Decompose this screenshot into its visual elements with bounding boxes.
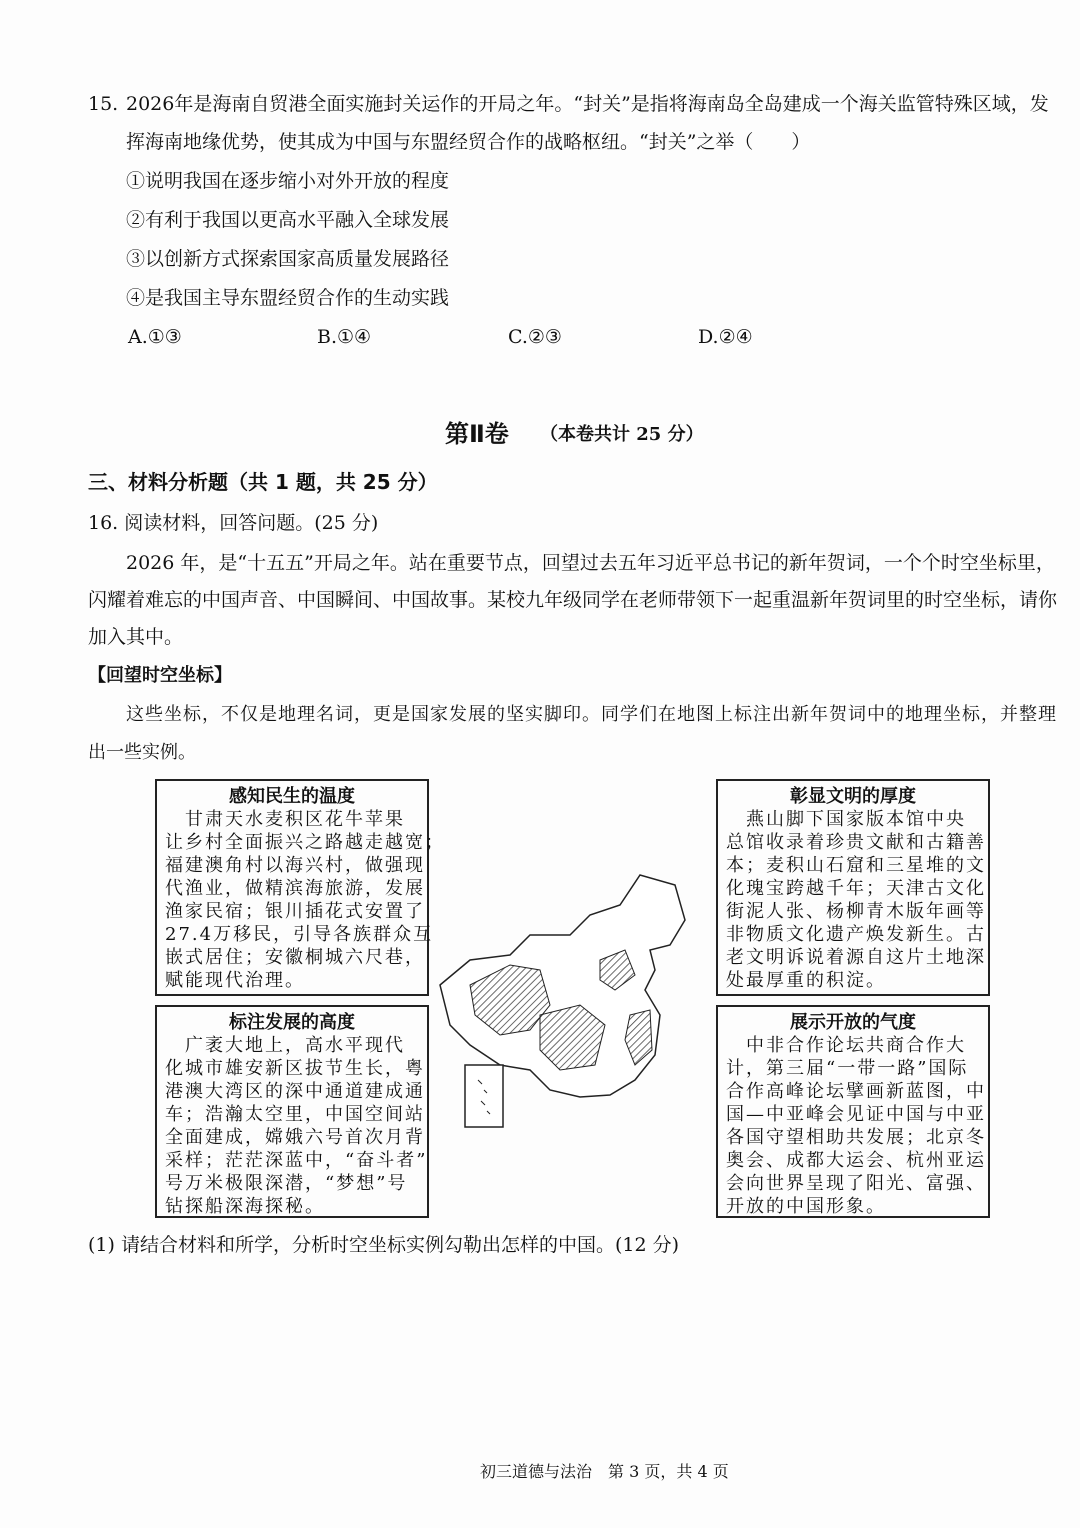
box-line: 国—中亚峰会见证中国与中亚 (726, 1104, 986, 1125)
q15-statement-4: ④是我国主导东盟经贸合作的生动实践 (126, 287, 450, 309)
box-line: 车；浩瀚太空里，中国空间站 (165, 1104, 425, 1125)
box-development (155, 1005, 429, 1218)
q15-number: 15. (88, 93, 119, 115)
box-openness (716, 1005, 990, 1218)
q16-subheading: 【回望时空坐标】 (88, 665, 232, 686)
south-china-sea-inset (465, 1065, 503, 1127)
box-line: 全面建成，嫦娥六号首次月背 (165, 1127, 425, 1148)
box-line: 代渔业，做精滨海旅游，发展 (165, 878, 425, 899)
part2-subtitle: （本卷共计 25 分） (540, 424, 704, 445)
q15-statement-1: ①说明我国在逐步缩小对外开放的程度 (126, 170, 450, 192)
box-title: 标注发展的高度 (229, 1012, 355, 1033)
q15-option-c: C.②③ (508, 326, 562, 348)
box-line: 港澳大湾区的深中通道建成通 (165, 1081, 425, 1102)
box-line: 赋能现代治理。 (165, 970, 305, 991)
part2-title: 第Ⅱ卷 (445, 420, 509, 448)
q15-statement-2: ②有利于我国以更高水平融入全球发展 (126, 209, 450, 231)
china-map-image (430, 865, 720, 1140)
box-line: 街泥人张、杨柳青木版年画等 (726, 901, 986, 922)
box-line: 嵌式居住；安徽桐城六尺巷， (165, 947, 425, 968)
section-3-heading: 三、材料分析题（共 1 题，共 25 分） (88, 470, 438, 494)
q16-material-line2: 出一些实例。 (88, 742, 196, 763)
box-line: 让乡村全面振兴之路越走越宽； (165, 832, 445, 853)
box-line: 开放的中国形象。 (726, 1196, 886, 1217)
box-line: 钻探船深海探秘。 (165, 1196, 325, 1217)
box-line: 处最厚重的积淀。 (726, 970, 886, 991)
box-line: 本；麦积山石窟和三星堆的文 (726, 855, 986, 876)
q15-stem-line2: 挥海南地缘优势，使其成为中国与东盟经贸合作的战略枢纽。“封关”之举（ ） (126, 131, 811, 153)
box-line: 采样；茫茫深蓝中，“奋斗者” (165, 1150, 428, 1171)
box-line: 广袤大地上，高水平现代 (165, 1035, 405, 1056)
box-line: 化城市雄安新区拔节生长，粤 (165, 1058, 425, 1079)
q15-statement-3: ③以创新方式探索国家高质量发展路径 (126, 248, 450, 270)
box-line: 老文明诉说着源自这片土地深 (726, 947, 986, 968)
box-line: 渔家民宿；银川插花式安置了 (165, 901, 425, 922)
box-line: 燕山脚下国家版本馆中央 (726, 809, 966, 830)
q15-option-b: B.①④ (317, 326, 372, 348)
q16-intro-line2: 闪耀着难忘的中国声音、中国瞬间、中国故事。某校九年级同学在老师带领下一起重温新年贺词里的时空坐标，请你 (88, 589, 1058, 611)
box-line: 福建澳角村以海兴村，做强现 (165, 855, 425, 876)
q15-stem-line1: 2026年是海南自贸港全面实施封关运作的开局之年。“封关”是指将海南岛全岛建成一个海关监管特殊区域，发 (126, 93, 1049, 115)
box-livelihood (155, 779, 445, 996)
box-line: 化瑰宝跨越千年；天津古文化 (726, 878, 986, 899)
box-line: 合作高峰论坛擘画新蓝图，中 (726, 1081, 986, 1102)
box-line: 总馆收录着珍贵文献和古籍善 (726, 832, 986, 853)
q16-material-line1: 这些坐标，不仅是地理名词，更是国家发展的坚实脚印。同学们在地图上标注出新年贺词中的地理坐标，并整理 (126, 704, 1057, 725)
box-line: 奥会、成都大运会、杭州亚运 (726, 1150, 986, 1171)
box-line: 非物质文化遗产焕发新生。古 (726, 924, 986, 945)
box-line: 各国守望相助共发展；北京冬 (726, 1127, 986, 1148)
box-title: 感知民生的温度 (229, 786, 355, 807)
q16-sub1: (1) 请结合材料和所学，分析时空坐标实例勾勒出怎样的中国。(12 分) (88, 1234, 679, 1256)
box-line: 27.4万移民，引导各族群众互 (165, 924, 434, 945)
q16-header: 16. 阅读材料，回答问题。(25 分) (88, 512, 379, 534)
box-line: 中非合作论坛共商合作大 (726, 1035, 966, 1056)
box-title: 彰显文明的厚度 (790, 786, 916, 807)
box-line: 甘肃天水麦积区花牛苹果 (165, 809, 405, 830)
box-line: 会向世界呈现了阳光、富强、 (726, 1173, 986, 1194)
box-line: 号万米极限深潜，“梦想”号 (165, 1173, 408, 1194)
q16-intro-line1: 2026 年，是“十五五”开局之年。站在重要节点，回望过去五年习近平总书记的新年贺词，一个个时空坐标里， (126, 552, 1055, 574)
page-footer: 初三道德与法治 第 3 页，共 4 页 (480, 1462, 729, 1481)
q15-option-a: A.①③ (128, 326, 182, 348)
box-line: 计，第三届“一带一路”国际 (726, 1058, 969, 1079)
q15-option-d: D.②④ (698, 326, 753, 348)
box-title: 展示开放的气度 (790, 1012, 916, 1033)
box-civilization (716, 779, 990, 996)
q16-intro-line3: 加入其中。 (88, 626, 184, 648)
